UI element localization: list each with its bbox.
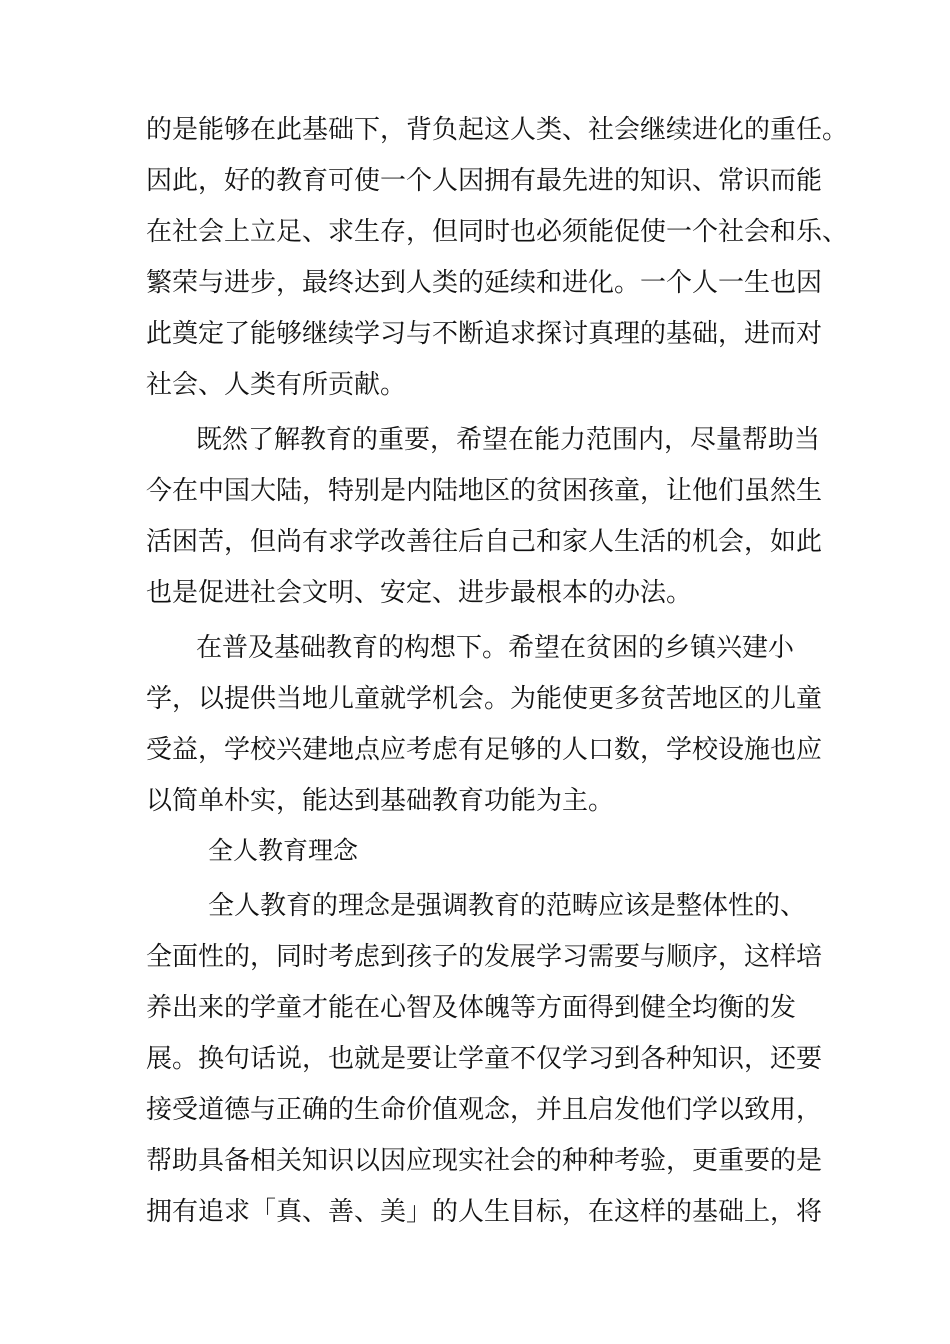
paragraph-2-line-4: 也是促进社会文明、安定、进步最根本的办法。	[146, 578, 693, 608]
paragraph-1-line-3: 在社会上立足、求生存，但同时也必须能促使一个社会和乐、	[146, 217, 849, 247]
paragraph-3-line-1: 在普及基础教育的构想下。希望在贫困的乡镇兴建小	[196, 633, 795, 663]
paragraph-1-line-6: 社会、人类有所贡献。	[146, 370, 407, 400]
paragraph-4-line-1: 全人教育的理念是强调教育的范畴应该是整体性的、	[208, 891, 807, 921]
paragraph-3-line-4: 以简单朴实，能达到基础教育功能为主。	[146, 786, 615, 816]
paragraph-4-line-6: 帮助具备相关知识以因应现实社会的种种考验，更重要的是	[146, 1146, 823, 1176]
section-heading: 全人教育理念	[208, 836, 359, 865]
paragraph-3-line-3: 受益，学校兴建地点应考虑有足够的人口数，学校设施也应	[146, 735, 823, 765]
paragraph-2-line-1: 既然了解教育的重要，希望在能力范围内，尽量帮助当	[196, 425, 821, 455]
paragraph-1-line-2: 因此，好的教育可使一个人因拥有最先进的知识、常识而能	[146, 166, 823, 196]
paragraph-4-line-5: 接受道德与正确的生命价值观念，并且启发他们学以致用，	[146, 1095, 823, 1125]
paragraph-2-line-3: 活困苦，但尚有求学改善往后自己和家人生活的机会，如此	[146, 527, 823, 557]
paragraph-4-line-4: 展。换句话说，也就是要让学童不仅学习到各种知识，还要	[146, 1044, 823, 1074]
paragraph-4-line-7: 拥有追求「真、善、美」的人生目标，在这样的基础上，将	[146, 1197, 823, 1227]
paragraph-1-line-4: 繁荣与进步，最终达到人类的延续和进化。一个人一生也因	[146, 268, 823, 298]
paragraph-1-line-5: 此奠定了能够继续学习与不断追求探讨真理的基础，进而对	[146, 319, 823, 349]
paragraph-2-line-2: 今在中国大陆，特别是内陆地区的贫困孩童，让他们虽然生	[146, 476, 823, 506]
paragraph-3-line-2: 学，以提供当地儿童就学机会。为能使更多贫苦地区的儿童	[146, 684, 823, 714]
paragraph-4-line-2: 全面性的，同时考虑到孩子的发展学习需要与顺序，这样培	[146, 942, 823, 972]
paragraph-1-line-1: 的是能够在此基础下，背负起这人类、社会继续进化的重任。	[146, 115, 849, 145]
paragraph-4-line-3: 养出来的学童才能在心智及体魄等方面得到健全均衡的发	[146, 993, 797, 1023]
